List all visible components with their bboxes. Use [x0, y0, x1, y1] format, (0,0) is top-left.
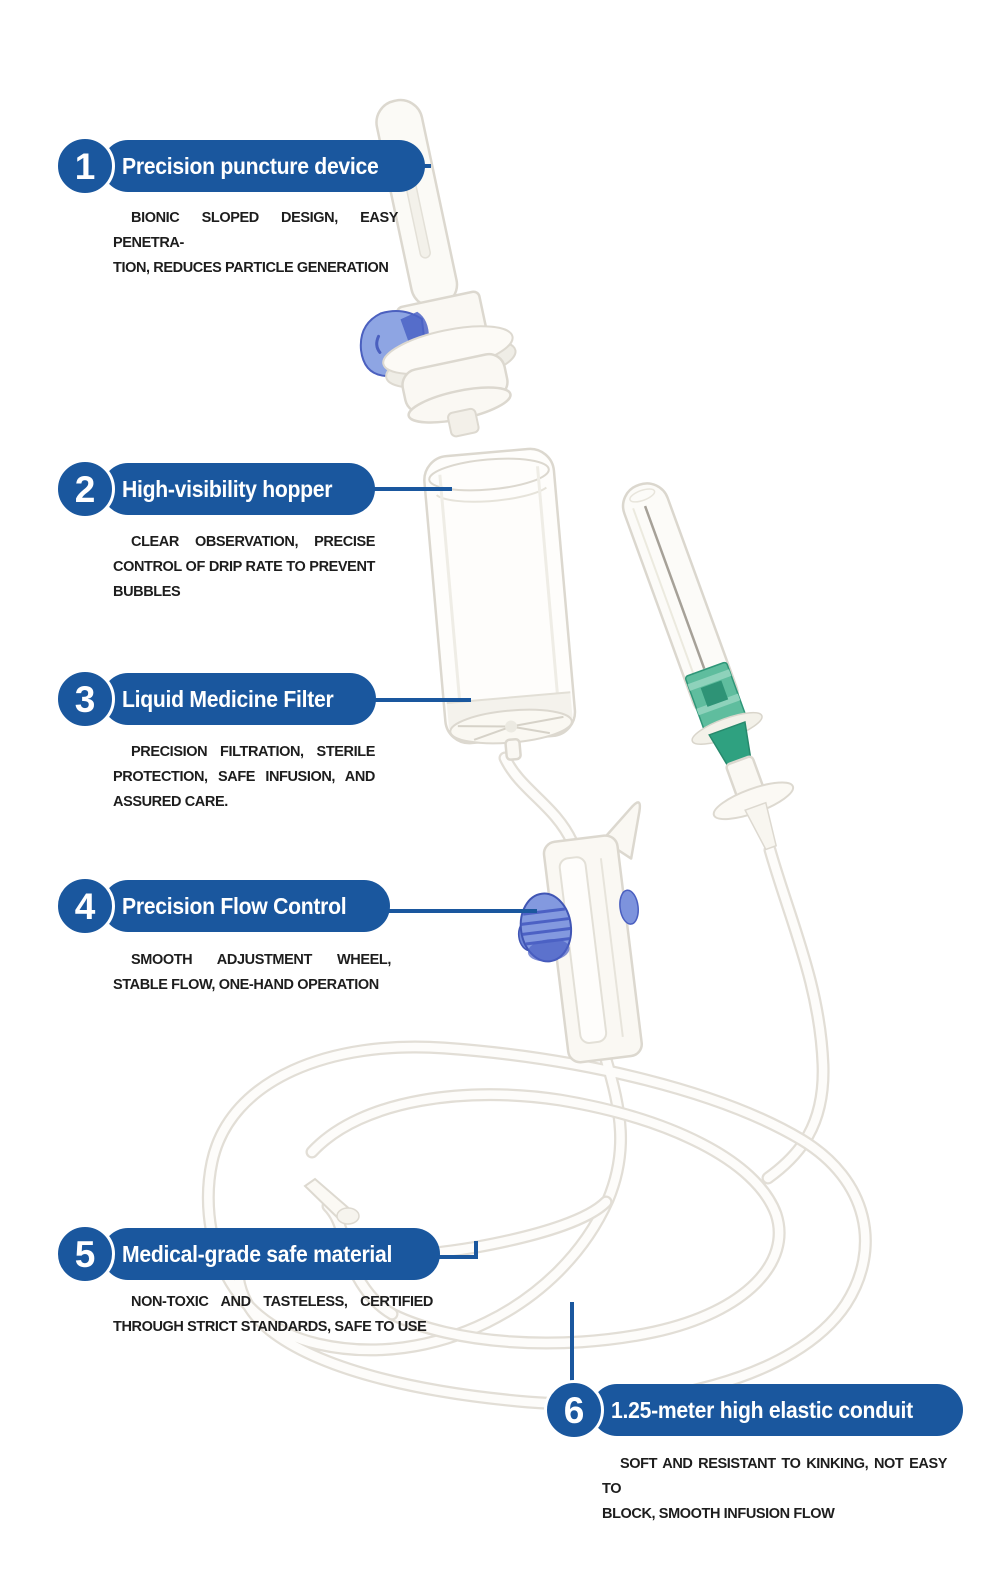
tubing-coil [208, 1047, 865, 1404]
roller-clamp [504, 802, 670, 1068]
callout-5-pill [102, 1228, 440, 1280]
callout-2-title: High-visibility hopper [122, 475, 333, 502]
callout-4-title: Precision Flow Control [122, 892, 347, 919]
drip-chamber [422, 447, 578, 765]
luer-connector [699, 746, 810, 862]
callout-6-title: 1.25-meter high elastic conduit [611, 1396, 913, 1423]
callout-1-number-badge: 1 [55, 136, 115, 196]
tubing-upper-segment [505, 758, 572, 842]
callout-6-pill [591, 1384, 963, 1436]
callout-3-description: PRECISION FILTRATION, STERILE PROTECTION, SAFE INFUSION, AND ASSURED CARE. [113, 744, 375, 810]
needle-assembly [599, 471, 810, 862]
callout-1-pill [102, 140, 425, 192]
callout-3-pill [102, 673, 376, 725]
callout-4-number-badge: 4 [55, 876, 115, 936]
callout-3-title: Liquid Medicine Filter [122, 685, 334, 712]
callout-6-number-badge: 6 [544, 1380, 604, 1440]
callout-2-pill [102, 463, 375, 515]
callout-1-description: BIONIC SLOPED DESIGN, EASY PENETRA- TION, REDUCES PARTICLE GENERATION [113, 210, 398, 276]
spike-outlet [447, 408, 479, 437]
callout-6-description: SOFT AND RESISTANT TO KINKING, NOT EASY TO BLOCK, SMOOTH INFUSION FLOW [602, 1456, 947, 1522]
callout-5-number-badge: 5 [55, 1224, 115, 1284]
callout-2-description: CLEAR OBSERVATION, PRECISE CONTROL OF DRIP RATE TO PREVENT BUBBLES [113, 534, 375, 600]
callout-4-description: SMOOTH ADJUSTMENT WHEEL, STABLE FLOW, ONE-HAND OPERATION [113, 952, 391, 993]
callout-5-title: Medical-grade safe material [122, 1240, 393, 1267]
callout-3-number-badge: 3 [55, 669, 115, 729]
callout-2-number-badge: 2 [55, 459, 115, 519]
callout-5-description: NON-TOXIC AND TASTELESS, CERTIFIED THROUGH STRICT STANDARDS, SAFE TO USE [113, 1294, 433, 1335]
callout-4-pill [102, 880, 390, 932]
callout-1-title: Precision puncture device [122, 152, 379, 179]
